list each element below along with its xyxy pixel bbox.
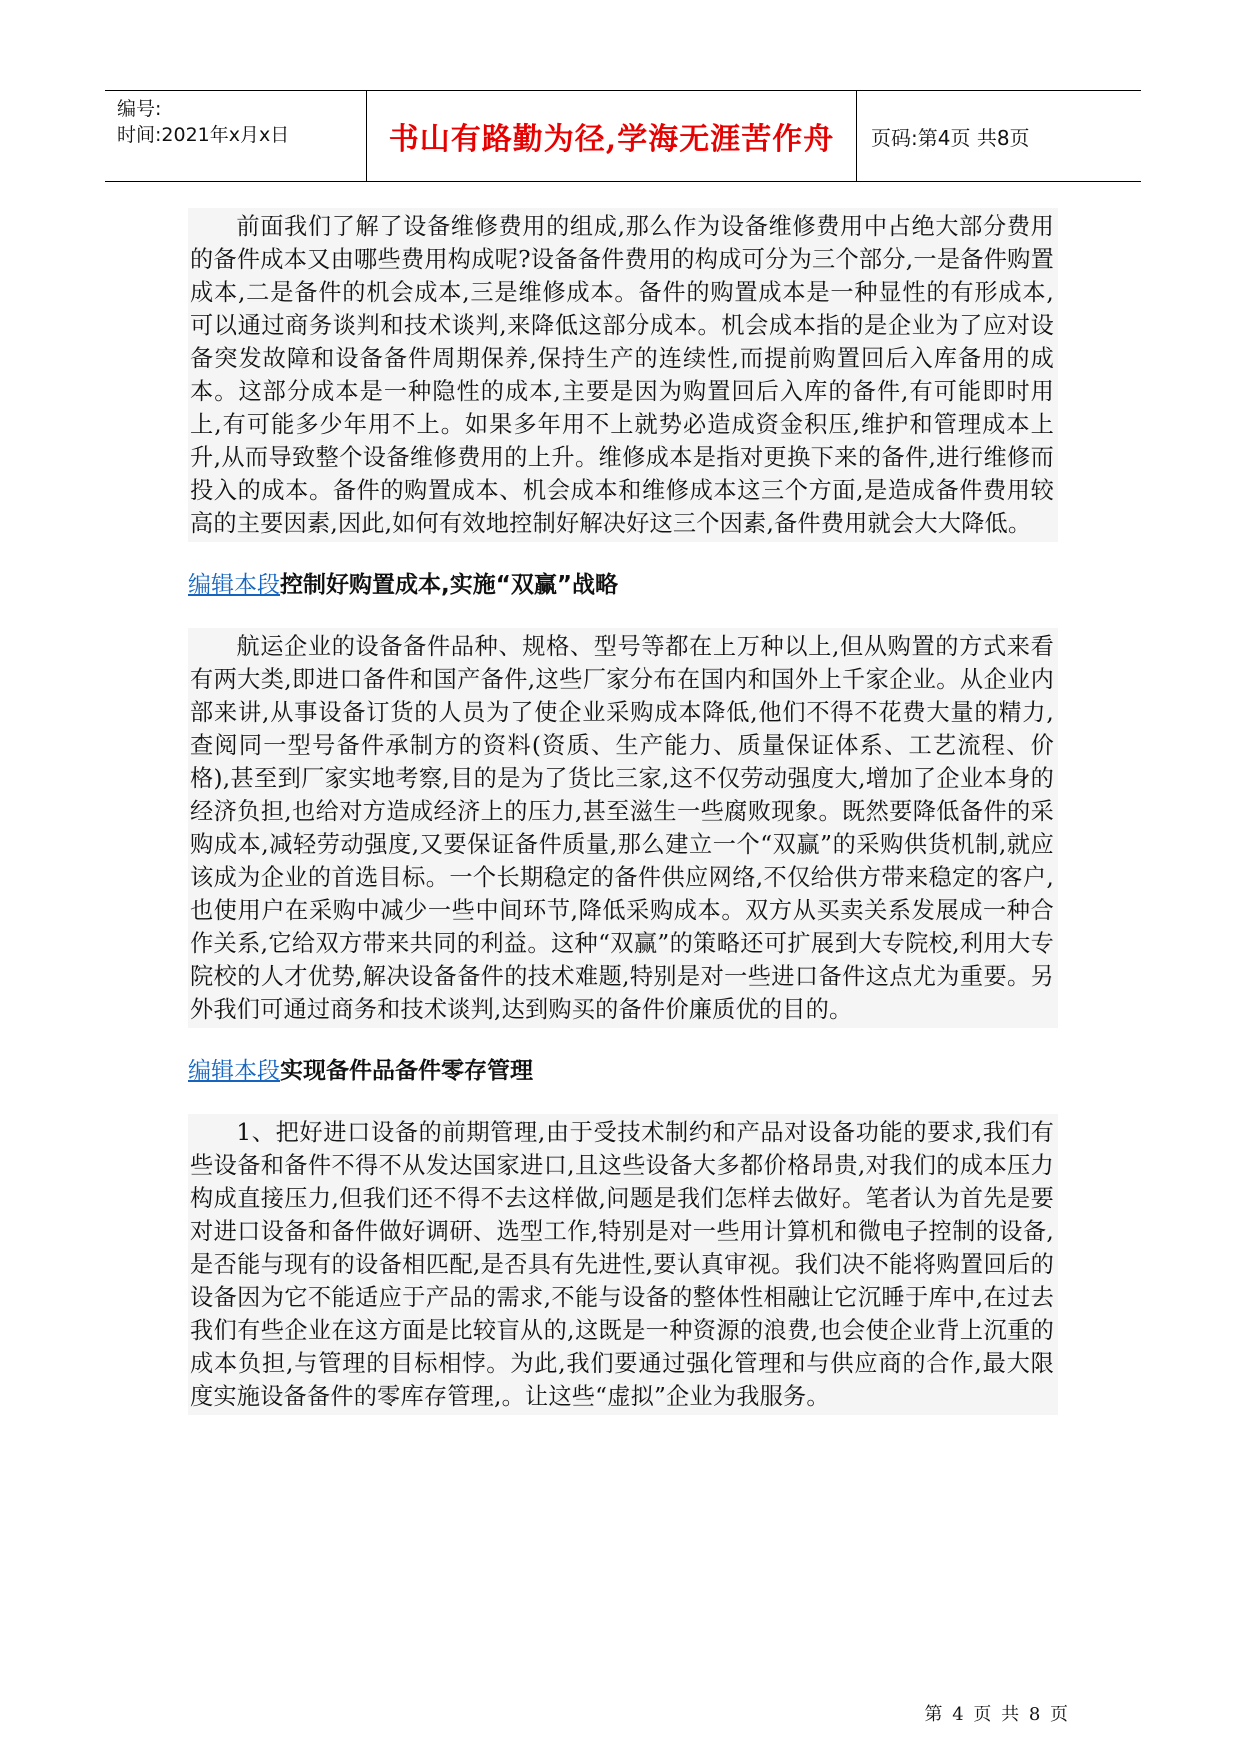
section-heading-1: [188, 568, 1058, 602]
document-body: [188, 208, 1058, 1415]
page-header: [105, 90, 1141, 182]
page-footer: 第 4 页 共 8 页: [924, 1704, 1070, 1725]
header-motto-cell: [367, 91, 857, 181]
section-heading-2: [188, 1054, 1058, 1088]
header-page-cell: [857, 91, 1141, 181]
number-label: 编号:: [117, 98, 162, 120]
edit-section-link-2[interactable]: 编辑本段: [188, 1058, 280, 1084]
section-title-2: 实现备件品备件零存管理: [280, 1058, 533, 1084]
motto-text: 书山有路勤为径,学海无涯苦作舟: [388, 122, 835, 157]
section-paragraph-2: 1、把好进口设备的前期管理,由于受技术制约和产品对设备功能的要求,我们有些设备和备件不得不从发达国家进口,且这些设备大多都价格昂贵,对我们的成本压力构成直接压力,但我们还不得不去这样做,问题是我们怎样去做好。笔者认为首先是要对进口设备和备件做好调研、选型工作,特别是对一些用计算机和微电子控制的设备,是否能与现有的设备相匹配,是否具有先进性,要认真审视。我们决不能将购置回后的设备因为它不能适应于产品的需求,不能与设备的整体性相融让它沉睡于库中,在过去我们有些企业在这方面是比较盲从的,这既是一种资源的浪费,也会使企业背上沉重的成本负担,与管理的目标相悖。为此,我们要通过强化管理和与供应商的合作,最大限度实施设备备件的零库存管理,。让这些“虚拟”企业为我服务。: [188, 1114, 1058, 1415]
section-title-1: 控制好购置成本,实施“双赢”战略: [280, 572, 618, 598]
intro-paragraph: 前面我们了解了设备维修费用的组成,那么作为设备维修费用中占绝大部分费用的备件成本又由哪些费用构成呢?设备备件费用的构成可分为三个部分,一是备件购置成本,二是备件的机会成本,三是维修成本。备件的购置成本是一种显性的有形成本,可以通过商务谈判和技术谈判,来降低这部分成本。机会成本指的是企业为了应对设备突发故障和设备备件周期保养,保持生产的连续性,而提前购置回后入库备用的成本。这部分成本是一种隐性的成本,主要是因为购置回后入库的备件,有可能即时用上,有可能多少年用不上。如果多年用不上就势必造成资金积压,维护和管理成本上升,从而导致整个设备维修费用的上升。维修成本是指对更换下来的备件,进行维修而投入的成本。备件的购置成本、机会成本和维修成本这三个方面,是造成备件费用较高的主要因素,因此,如何有效地控制好解决好这三个因素,备件费用就会大大降低。: [188, 208, 1058, 542]
edit-section-link-1[interactable]: 编辑本段: [188, 572, 280, 598]
time-label: 时间:2021年x月x日: [117, 124, 290, 146]
header-meta-cell: [105, 91, 367, 181]
section-paragraph-1: 航运企业的设备备件品种、规格、型号等都在上万种以上,但从购置的方式来看有两大类,即进口备件和国产备件,这些厂家分布在国内和国外上千家企业。从企业内部来讲,从事设备订货的人员为了使企业采购成本降低,他们不得不花费大量的精力,查阅同一型号备件承制方的资料(资质、生产能力、质量保证体系、工艺流程、价格),甚至到厂家实地考察,目的是为了货比三家,这不仅劳动强度大,增加了企业本身的经济负担,也给对方造成经济上的压力,甚至滋生一些腐败现象。既然要降低备件的采购成本,减轻劳动强度,又要保证备件质量,那么建立一个“双赢”的采购供货机制,就应该成为企业的首选目标。一个长期稳定的备件供应网络,不仅给供方带来稳定的客户,也使用户在采购中减少一些中间环节,降低采购成本。双方从买卖关系发展成一种合作关系,它给双方带来共同的利益。这种“双赢”的策略还可扩展到大专院校,利用大专院校的人才优势,解决设备备件的技术难题,特别是对一些进口备件这点尤为重要。另外我们可通过商务和技术谈判,达到购买的备件价廉质优的目的。: [188, 628, 1058, 1028]
page-code: 页码:第4页 共8页: [871, 125, 1030, 150]
